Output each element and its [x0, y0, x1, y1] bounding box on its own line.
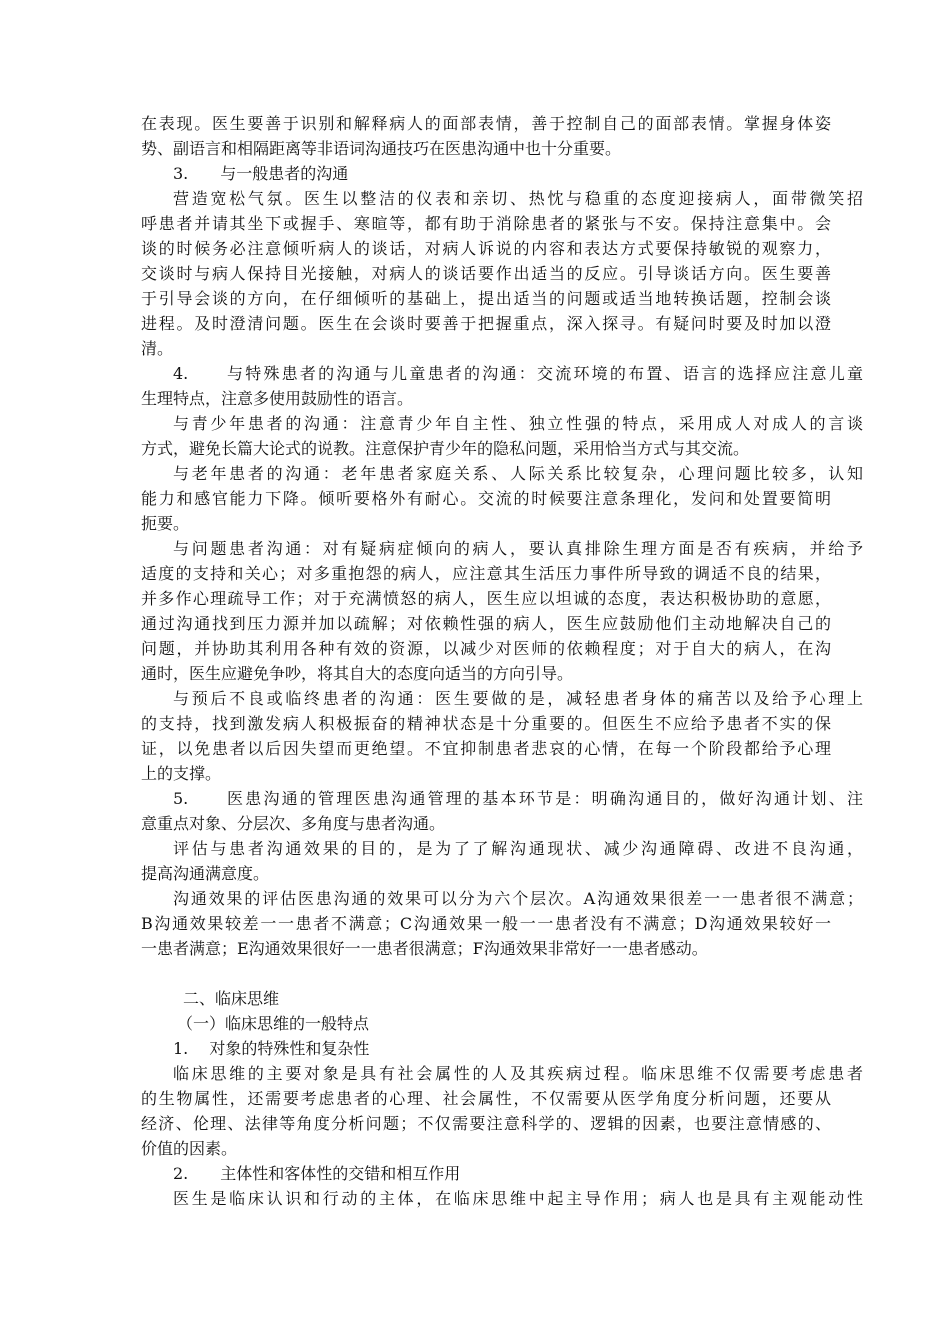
text-line: 方式，避免长篇大论式的说教。注意保护青少年的隐私问题，采用恰当方式与其交流。 [141, 439, 750, 458]
text-line: 临床思维的主要对象是具有社会属性的人及其疾病过程。临床思维不仅需要考虑患者 [173, 1064, 863, 1083]
text-line: 证，以免患者以后因失望而更绝望。不宜抑制患者悲哀的心情，在每一个阶段都给予心理 [141, 739, 831, 758]
text-line: 通过沟通找到压力源并加以疏解；对依赖性强的病人，医生应鼓励他们主动地解决自己的 [141, 614, 831, 633]
text-line: 意重点对象、分层次、多角度与患者沟通。 [141, 814, 446, 833]
text-line: 提高沟通满意度。 [141, 864, 270, 883]
section-heading-1: 1. 对象的特殊性和复杂性 [173, 1039, 370, 1058]
text-line: 生理特点，注意多使用鼓励性的语言。 [141, 389, 414, 408]
text-line: 评估与患者沟通效果的目的，是为了了解沟通现状、减少沟通障碍、改进不良沟通， [173, 839, 863, 858]
text-line: 能力和感官能力下降。倾听要格外有耐心。交流的时候要注意条理化，发问和处置要简明 [141, 489, 831, 508]
text-line: 扼要。 [141, 514, 190, 533]
text-line: 与青少年患者的沟通：注意青少年自主性、独立性强的特点，采用成人对成人的言谈 [173, 414, 863, 433]
text-line: 势、副语言和相隔距离等非语词沟通技巧在医患沟通中也十分重要。 [141, 139, 622, 158]
text-line: 与问题患者沟通：对有疑病症倾向的病人，要认真排除生理方面是否有疾病，并给予 [173, 539, 863, 558]
text-line: 上的支撑。 [141, 764, 222, 783]
text-line: 一患者满意；E沟通效果很好一一患者很满意；F沟通效果非常好一一患者感动。 [141, 939, 708, 958]
text-line: 与老年患者的沟通：老年患者家庭关系、人际关系比较复杂，心理问题比较多，认知 [173, 464, 863, 483]
text-line: 价值的因素。 [141, 1139, 238, 1158]
text-line: 于引导会谈的方向，在仔细倾听的基础上，提出适当的问题或适当地转换话题，控制会谈 [141, 289, 831, 308]
section-heading-3: 3. 与一般患者的沟通 [173, 164, 349, 183]
text-line: 的支持，找到激发病人积极振奋的精神状态是十分重要的。但医生不应给予患者不实的保 [141, 714, 831, 733]
text-line: 问题，并协助其利用各种有效的资源，以减少对医师的依赖程度；对于自大的病人，在沟 [141, 639, 831, 658]
text-line: 适度的支持和关心；对多重抱怨的病人，应注意其生活压力事件所导致的调适不良的结果， [141, 564, 831, 583]
text-line: 的生物属性，还需要考虑患者的心理、社会属性，不仅需要从医学角度分析问题，还要从 [141, 1089, 831, 1108]
text-line: 沟通效果的评估医患沟通的效果可以分为六个层次。A沟通效果很差一一患者很不满意； [173, 889, 863, 908]
chapter-heading: 二、临床思维 [183, 989, 280, 1008]
text-line: 清。 [141, 339, 174, 358]
section-heading-4: 4. 与特殊患者的沟通与儿童患者的沟通：交流环境的布置、语言的选择应注意儿童 [173, 364, 863, 383]
text-line: 呼患者并请其坐下或握手、寒暄等，都有助于消除患者的紧张与不安。保持注意集中。会 [141, 214, 831, 233]
section-heading-5: 5. 医患沟通的管理医患沟通管理的基本环节是：明确沟通目的，做好沟通计划、注 [173, 789, 863, 808]
text-line: 在表现。医生要善于识别和解释病人的面部表情，善于控制自己的面部表情。掌握身体姿 [141, 114, 831, 133]
section-heading-2: 2. 主体性和客体性的交错和相互作用 [173, 1164, 461, 1183]
text-line: 交谈时与病人保持目光接触，对病人的谈话要作出适当的反应。引导谈话方向。医生要善 [141, 264, 831, 283]
text-line: B沟通效果较差一一患者不满意；C沟通效果一般一一患者没有不满意；D沟通效果较好一 [141, 914, 831, 933]
text-line: 营造宽松气氛。医生以整洁的仪表和亲切、热忱与稳重的态度迎接病人，面带微笑招 [173, 189, 863, 208]
text-line: 经济、伦理、法律等角度分析问题；不仅需要注意科学的、逻辑的因素，也要注意情感的、 [141, 1114, 831, 1133]
text-line: 与预后不良或临终患者的沟通：医生要做的是，减轻患者身体的痛苦以及给予心理上 [173, 689, 863, 708]
text-line: 进程。及时澄清问题。医生在会谈时要善于把握重点，深入探寻。有疑问时要及时加以澄 [141, 314, 831, 333]
text-line: 谈的时候务必注意倾听病人的谈话，对病人诉说的内容和表达方式要保持敏锐的观察力， [141, 239, 831, 258]
text-line: 通时，医生应避免争吵，将其自大的态度向适当的方向引导。 [141, 664, 574, 683]
text-line: 医生是临床认识和行动的主体，在临床思维中起主导作用；病人也是具有主观能动性 [173, 1189, 863, 1208]
text-line: 并多作心理疏导工作；对于充满愤怒的病人，医生应以坦诚的态度，表达积极协助的意愿， [141, 589, 831, 608]
subsection-heading: （一）临床思维的一般特点 [177, 1014, 370, 1033]
